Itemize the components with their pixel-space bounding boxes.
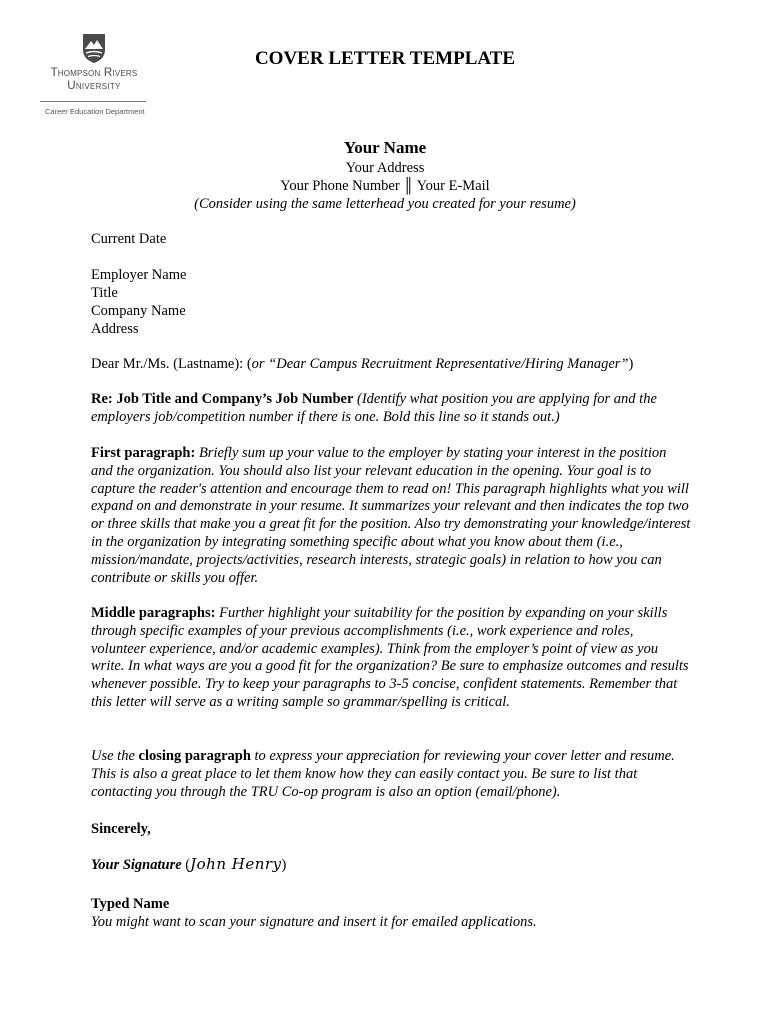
company-name: Company Name	[91, 303, 186, 319]
logo-department: Career Education Department	[45, 107, 145, 116]
salutation-note: or “Dear Campus Recruitment Representative/Hiring Manager”	[251, 356, 629, 372]
signature-open: (	[181, 857, 191, 873]
typed-name-note: You might want to scan your signature and insert it for emailed applications.	[91, 914, 537, 930]
signature-label: Your Signature	[91, 857, 182, 873]
first-paragraph-text: Briefly sum up your value to the employer by stating your interest in the position and the organization. You should also list your relevant education in the opening. Your goal is to capture the reader's attention and encourage them to read on! This paragraph highlights what you will expand on and demonstrate in your resume. It summarizes your relevant and then indicates the top two or three skills that make you a great fit for the position. Also try demonstrating your knowledge/interest in the organization by integrating something specific about what you know about them (i.e., mission/mandate, projects/activities, research interests, strategic goals) in relation to how you can contribute or skills you offer.	[91, 445, 691, 586]
re-line	[91, 391, 691, 427]
letterhead-contact: Your Phone Number ║ Your E-Mail	[280, 178, 490, 194]
re-note: (Identify what position you are applying for and the employers job/competition number if there is one. Bold this line so it stands out.)	[91, 391, 657, 425]
salutation	[91, 355, 633, 373]
middle-paragraph-text: Further highlight your suitability for the position by expanding on your skills through specific examples of your previous accomplishments (i.e., work experience and roles, volunteer experience, and/or academic examples). Think from the employer’s point of view as you write. In what ways are you a good fit for the organization? Be sure to emphasize outcomes and results whenever possible. Try to keep your paragraphs to 3-5 concise, confident statements. Remember that this letter will serve as a writing sample so grammar/spelling is critical.	[91, 605, 689, 710]
employer-title: Title	[91, 285, 118, 301]
current-date: Current Date	[91, 231, 167, 247]
salutation-text: Dear Mr./Ms. (Lastname): (	[91, 356, 252, 372]
employer-name: Employer Name	[91, 267, 187, 283]
logo-line-1: Thompson Rivers	[50, 67, 138, 79]
page-title: COVER LETTER TEMPLATE	[254, 48, 516, 69]
signature-close: )	[281, 857, 287, 873]
letterhead-name: Your Name	[343, 138, 427, 157]
logo-line-2: University	[67, 80, 121, 92]
typed-name: Typed Name	[91, 896, 170, 912]
closing-paragraph	[91, 748, 691, 801]
closing-label: closing paragraph	[138, 748, 251, 764]
closing-text: to express your appreciation for reviewing your cover letter and resume. This is also a great place to let them know how they can easily contact you. Be sure to list that contacting you through the TRU Co-op program is also an option (email/phone).	[91, 748, 675, 800]
logo-divider	[40, 101, 146, 102]
letterhead-address: Your Address	[345, 160, 425, 176]
letterhead-note: (Consider using the same letterhead you created for your resume)	[194, 196, 576, 212]
first-paragraph	[91, 445, 691, 587]
first-paragraph-label: First paragraph:	[91, 445, 196, 461]
sign-off: Sincerely,	[91, 821, 151, 837]
salutation-close: )	[628, 356, 634, 372]
middle-paragraph	[91, 605, 691, 712]
company-address: Address	[91, 321, 139, 337]
closing-pre: Use the	[91, 748, 139, 764]
re-label: Re: Job Title and Company’s Job Number	[91, 391, 354, 407]
signature-line	[91, 855, 286, 874]
signature-sample: John Henry	[190, 855, 282, 873]
middle-paragraph-label: Middle paragraphs:	[91, 605, 216, 621]
